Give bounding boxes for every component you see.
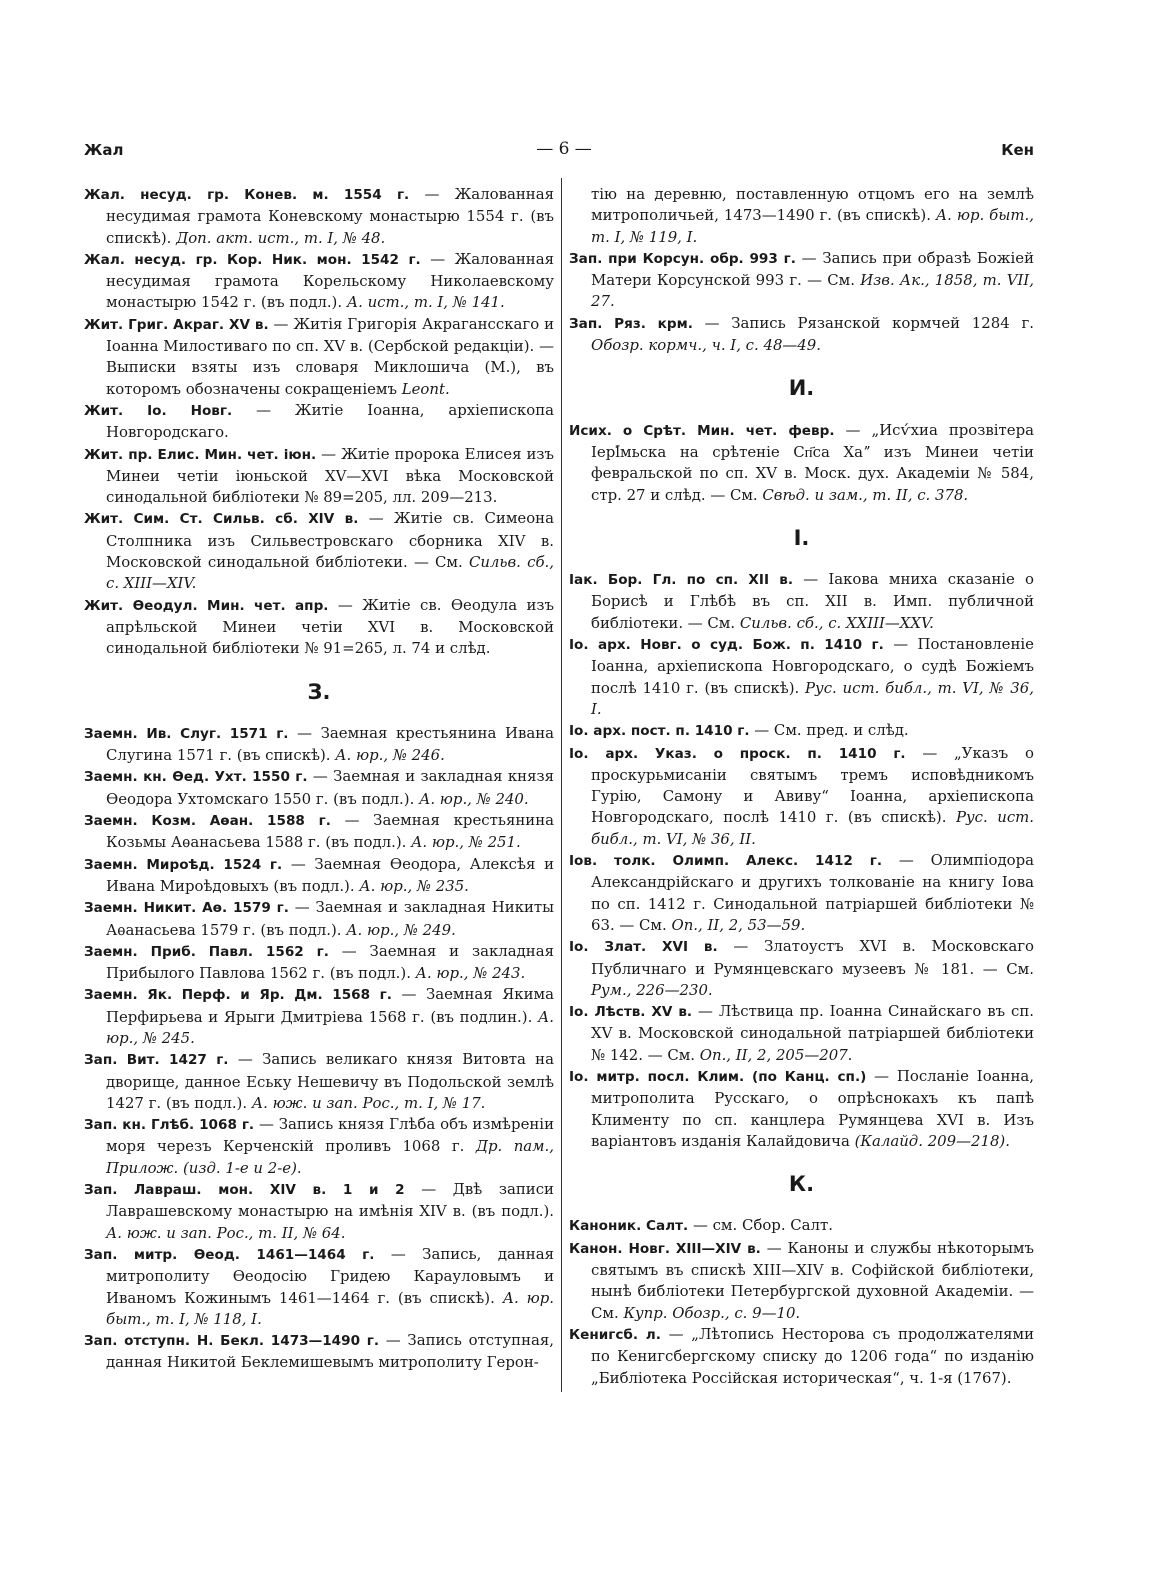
entry-citation: Оп., II, 2, 205—207. [699,1045,853,1064]
entry-abbreviation: Заемн. кн. Ѳед. Ухт. 1550 г. [84,769,308,786]
entry-text: — Запись князя Глѣба объ измѣреніи моря черезъ Керченскій проливъ 1068 г. [106,1115,554,1156]
section-letter-k: К. [788,1172,815,1197]
entry-abbreviation: Іов. толк. Олимп. Алекс. 1412 г. [569,853,882,870]
entry-citation: А. юр., № 249. [346,920,456,939]
entry-citation: Leont. [401,379,450,398]
entry-citation: Рус. ист. библ., т. VI, № 36, II. [591,808,1035,848]
entry-citation: Свѣд. и зам., т. II, с. 378. [762,485,969,504]
entry-text: — Посланіе Іоанна, митрополита Русскаго, о опрѣснокахъ къ папѣ Клименту по сп. канцлера Румянцева XVI в. Изъ варіантовъ изданія Калайдовича [591,1066,1034,1150]
entry-text: — „Указъ о проскурьмисаніи святымъ тремъ исповѣдникомъ Гурію, Самону и Авиву“ Іоанна, архіепископа Новгородскаго, послѣ 1410 г. (въ спискѣ). [591,743,1034,827]
entry-text: — См. пред. и слѣд. [749,721,909,740]
running-head-left: Жал [84,141,124,159]
dictionary-entry [84,854,554,898]
entry-text: — Запись при образѣ Божіей Матери Корсунской 993 г. — См. [591,248,1034,290]
entry-text: — Жалованная несудимая грамота Корельскому Николаевскому монастырю 1542 г. (въ подл.). [106,249,554,312]
entry-text: — Заемная и закладная Никиты Аѳанасьева 1579 г. (въ подл.). [106,898,555,939]
entry-abbreviation: Жит. Сим. Ст. Сильв. сб. XIV в. [84,511,359,528]
dictionary-entry [84,897,554,941]
entry-abbreviation: Кенигсб. л. [569,1326,661,1343]
right-column [569,184,1034,1389]
continued-entry-cite: А. юр. быт., т. I, № 119, I. [591,206,1034,246]
dictionary-entry [569,850,1034,936]
entry-abbreviation: Зап. Лавраш. мон. XIV в. 1 и 2 [84,1182,405,1199]
dictionary-entry [84,184,554,249]
entry-abbreviation: Жит. Ѳеодул. Мин. чет. апр. [84,597,329,614]
dictionary-entry [569,420,1034,506]
dictionary-entry [84,766,554,810]
entry-text: — см. Сбор. Салт. [688,1216,833,1235]
entry-citation: Оп., II, 2, 53—59. [671,915,806,934]
entry-abbreviation: Жит. Григ. Акраг. XV в. [84,316,269,333]
entry-text: — „Лѣтопись Несторова съ продолжателями по Кенигсбергскому списку до 1206 года“ по изданію „Библіотека Россійская историческая“, ч. 1-я (1767). [591,1324,1034,1387]
continued-entry [569,184,1034,248]
dictionary-entry [84,1330,554,1374]
entry-list-z [84,723,554,1374]
entry-text: — Двѣ записи Лаврашевскому монастырю на имѣнія XIV в. (въ подл.). [106,1180,554,1221]
entry-list-z-cont [569,248,1034,356]
entry-abbreviation: Заемн. Никит. Аѳ. 1579 г. [84,900,289,917]
entry-citation: Изв. Ак., 1858, т. VII, 27. [591,271,1035,311]
section-letter-i: И. [788,376,815,401]
entry-text: — Златоустъ XVI в. Московскаго Публичнаго и Румянцевскаго музеевъ № 181. — См. [591,937,1034,978]
dictionary-entry [569,313,1034,357]
entry-text: — Запись великаго князя Витовта на дворище, данное Еську Нешевичу въ Подольской землѣ 1427 г. (въ подл.). [106,1050,554,1112]
entry-text: — Житіе св. Ѳеодула изъ апрѣльской Минеи четіи XVI в. Московской синодальной библіотеки № 91=265, л. 74 и слѣд. [106,595,554,658]
entry-text: — Запись отступная, данная Никитой Беклемишевымъ митрополиту Герон- [106,1331,555,1372]
entry-abbreviation: Исих. о Срѣт. Мин. чет. февр. [569,422,835,439]
entry-abbreviation: Заемн. Як. Перф. и Яр. Дм. 1568 г. [84,987,392,1004]
entry-text: — Заемная Ѳеодора, Алексѣя и Ивана Мироѣдовыхъ (въ подл.). [106,854,554,895]
entry-citation: Купр. Обозр., с. 9—10. [623,1303,801,1322]
dictionary-entry [84,1114,554,1179]
dictionary-entry [84,1244,554,1330]
entry-abbreviation: Іак. Бор. Гл. по сп. XII в. [569,572,794,589]
dictionary-entry [84,984,554,1049]
dictionary-entry [569,569,1034,634]
section-letter-z: З. [307,679,331,704]
dictionary-entry [84,444,554,509]
dictionary-entry [569,248,1034,313]
entry-text: — Іакова мниха сказаніе о Борисѣ и Глѣбѣ въ сп. XII в. Имп. публичной библіотеки. — См. [591,570,1035,632]
entry-citation: Рус. ист. библ., т. VI, № 36, I. [591,678,1034,718]
entry-text: — Житія Григорія Акрагансскаго и Іоанна Милостиваго по сп. XV в. (Сербской редакціи). — Выписки взяты изъ словаря Миклошича (М.), въ которомъ обозначены сокращеніемъ [106,314,554,398]
entry-abbreviation: Жит. Іо. Новг. [84,402,233,419]
dictionary-entry [84,723,554,767]
section-letter-i-decimal: І. [793,525,810,550]
dictionary-entry [569,936,1034,1001]
page-header [84,141,1034,171]
running-head-right: Кен [1001,141,1034,159]
entry-abbreviation: Заемн. Ив. Слуг. 1571 г. [84,725,289,742]
entry-text: — Житіе св. Симеона Столпника изъ Сильвестровскаго сборника XIV в. Московской синодальной библіотеки. — См. [106,509,554,572]
entry-text: — Постановленіе Іоанна, архіепископа Новгородскаго, о судѣ Божіемъ послѣ 1410 г. (въ спискѣ). [591,635,1034,697]
dictionary-entry [84,810,554,854]
page-number: — 6 — [536,139,592,159]
entry-abbreviation: Заемн. Приб. Павл. 1562 г. [84,943,329,960]
entry-list-i-decimal [569,569,1034,1152]
dictionary-entry [569,1215,1034,1237]
entry-abbreviation: Заемн. Мироѣд. 1524 г. [84,856,283,873]
entry-citation: Доп. акт. ист., т. I, № 48. [176,228,386,247]
left-column [84,184,554,1374]
entry-text: — Олимпіодора Александрійскаго и другихъ толкованіе на книгу Іова по сп. 1412 г. Синодальной патріаршей библіотеки № 63. — См. [591,851,1034,934]
entry-text: — Жалованная несудимая грамота Коневскому монастырю 1554 г. (въ спискѣ). [106,185,554,247]
entry-abbreviation: Іо. Злат. XVI в. [569,939,718,956]
entry-text: — Запись, данная митрополиту Ѳеодосію Гридею Карауловымъ и Иваномъ Кожинымъ 1461—1464 г. (въ спискѣ). [106,1244,554,1307]
dictionary-entry [569,1324,1034,1389]
entry-abbreviation: Іо. арх. Указ. о проск. п. 1410 г. [569,745,906,762]
entry-abbreviation: Каноник. Салт. [569,1218,689,1235]
dictionary-entry [84,400,554,444]
entry-abbreviation: Жал. несуд. гр. Кор. Ник. мон. 1542 г. [84,251,421,268]
dictionary-entry [84,941,554,985]
entry-text: — Каноны и службы нѣкоторымъ святымъ въ спискѣ XIII—XIV в. Софійской библіотеки, нынѣ библіотеки Петербургской духовной Академіи. — См. [591,1238,1034,1322]
entry-list-k [569,1215,1034,1388]
entry-text: — Заемная Якима Перфирьева и Ярыги Дмитріева 1568 г. (въ подлин.). [106,985,554,1026]
entry-text: — Заемная и закладная князя Ѳеодора Ухтомскаго 1550 г. (въ подл.). [106,767,554,808]
entry-citation: А. ист., т. I, № 141. [346,293,505,312]
dictionary-entry [84,1179,554,1244]
dictionary-entry [569,1238,1034,1324]
dictionary-entry [569,1066,1034,1152]
entry-abbreviation: Канон. Новг. XIII—XIV в. [569,1240,761,1257]
entry-abbreviation: Іо. митр. посл. Клим. (по Канц. сп.) [569,1068,867,1085]
entry-citation: А. юр., № 251. [411,833,521,852]
entry-citation: А. юж. и зап. Рос., т. I, № 17. [251,1093,486,1112]
dictionary-entry [569,743,1034,850]
entry-citation: Др. пам., Прилож. (изд. 1-е и 2-е). [106,1137,554,1177]
entry-abbreviation: Іо. Лѣств. XV в. [569,1004,693,1021]
entry-abbreviation: Іо. арх. Новг. о суд. Бож. п. 1410 г. [569,637,884,654]
entry-text: — Заемная крестьянина Ивана Слугина 1571 г. (въ спискѣ). [106,723,555,765]
entry-citation: А. юр., № 245. [106,1007,554,1047]
entry-abbreviation: Заемн. Козм. Аѳан. 1588 г. [84,813,331,830]
continued-entry-text: тію на деревню, поставленную отцомъ его на землѣ митрополичьей, 1473—1490 г. (въ спискѣ). [591,185,1034,225]
entry-text: — Лѣствица пр. Іоанна Синайскаго въ сп. XV в. Московской синодальной патріаршей библіотеки № 142. — См. [591,1002,1034,1064]
entry-citation: А. юр., № 240. [419,789,529,808]
entry-list-i [569,420,1034,506]
dictionary-entry [84,314,554,400]
entry-text: — Запись Рязанской кормчей 1284 г. [692,313,1034,332]
entry-list-zh [84,184,554,660]
entry-text: — Житіе пророка Елисея изъ Минеи четіи іюньской XV—XVI вѣка Московской синодальной библіотеки № 89=205, лл. 209—213. [106,444,554,507]
entry-citation: (Калайд. 209—218). [854,1131,1010,1150]
dictionary-entry [569,720,1034,742]
entry-text: — Житіе Іоанна, архіепископа Новгородскаго. [106,400,554,442]
entry-abbreviation: Іо. арх. пост. п. 1410 г. [569,723,750,740]
entry-abbreviation: Зап. Ряз. крм. [569,315,693,332]
entry-citation: А. юж. и зап. Рос., т. II, № 64. [106,1223,346,1242]
dictionary-entry [569,1001,1034,1066]
entry-abbreviation: Жит. пр. Елис. Мин. чет. іюн. [84,446,317,463]
entry-citation: А. юр., № 246. [335,746,445,765]
entry-abbreviation: Зап. кн. Глѣб. 1068 г. [84,1117,255,1134]
entry-citation: Обозр. кормч., ч. I, с. 48—49. [591,336,821,355]
entry-citation: А. юр. быт., т. I, № 118, I. [106,1288,554,1328]
entry-text: — „Исѵ́хиа прозвітера Іерӏ́мьска на срѣтеніе Сп҃са Хаˮ изъ Минеи четіи февральской по сп. XV в. Моск. дух. Академіи № 584, стр. 27 и слѣд. — См. [591,420,1034,504]
dictionary-entry [84,249,554,314]
entry-citation: А. юр., № 235. [359,876,469,895]
column-divider [561,178,562,1392]
entry-abbreviation: Зап. Вит. 1427 г. [84,1052,229,1069]
entry-abbreviation: Зап. при Корсун. обр. 993 г. [569,250,796,267]
entry-citation: А. юр., № 243. [415,964,526,983]
dictionary-entry [84,1049,554,1114]
entry-citation: Сильв. сб., с. XXIII—XXV. [739,613,934,632]
dictionary-entry [84,595,554,660]
entry-abbreviation: Жал. несуд. гр. Конев. м. 1554 г. [84,187,410,203]
entry-abbreviation: Зап. митр. Ѳеод. 1461—1464 г. [84,1246,375,1263]
entry-text: — Заемная и закладная Прибылого Павлова 1562 г. (въ подл.). [106,941,554,983]
entry-citation: Сильв. сб., с. XIII—XIV. [106,553,554,593]
entry-abbreviation: Зап. отступн. Н. Бекл. 1473—1490 г. [84,1333,380,1350]
entry-citation: Рум., 226—230. [591,980,713,999]
dictionary-entry [84,508,554,594]
dictionary-entry [569,634,1034,720]
entry-text: — Заемная крестьянина Козьмы Аѳанасьева 1588 г. (въ подл.). [106,811,554,852]
